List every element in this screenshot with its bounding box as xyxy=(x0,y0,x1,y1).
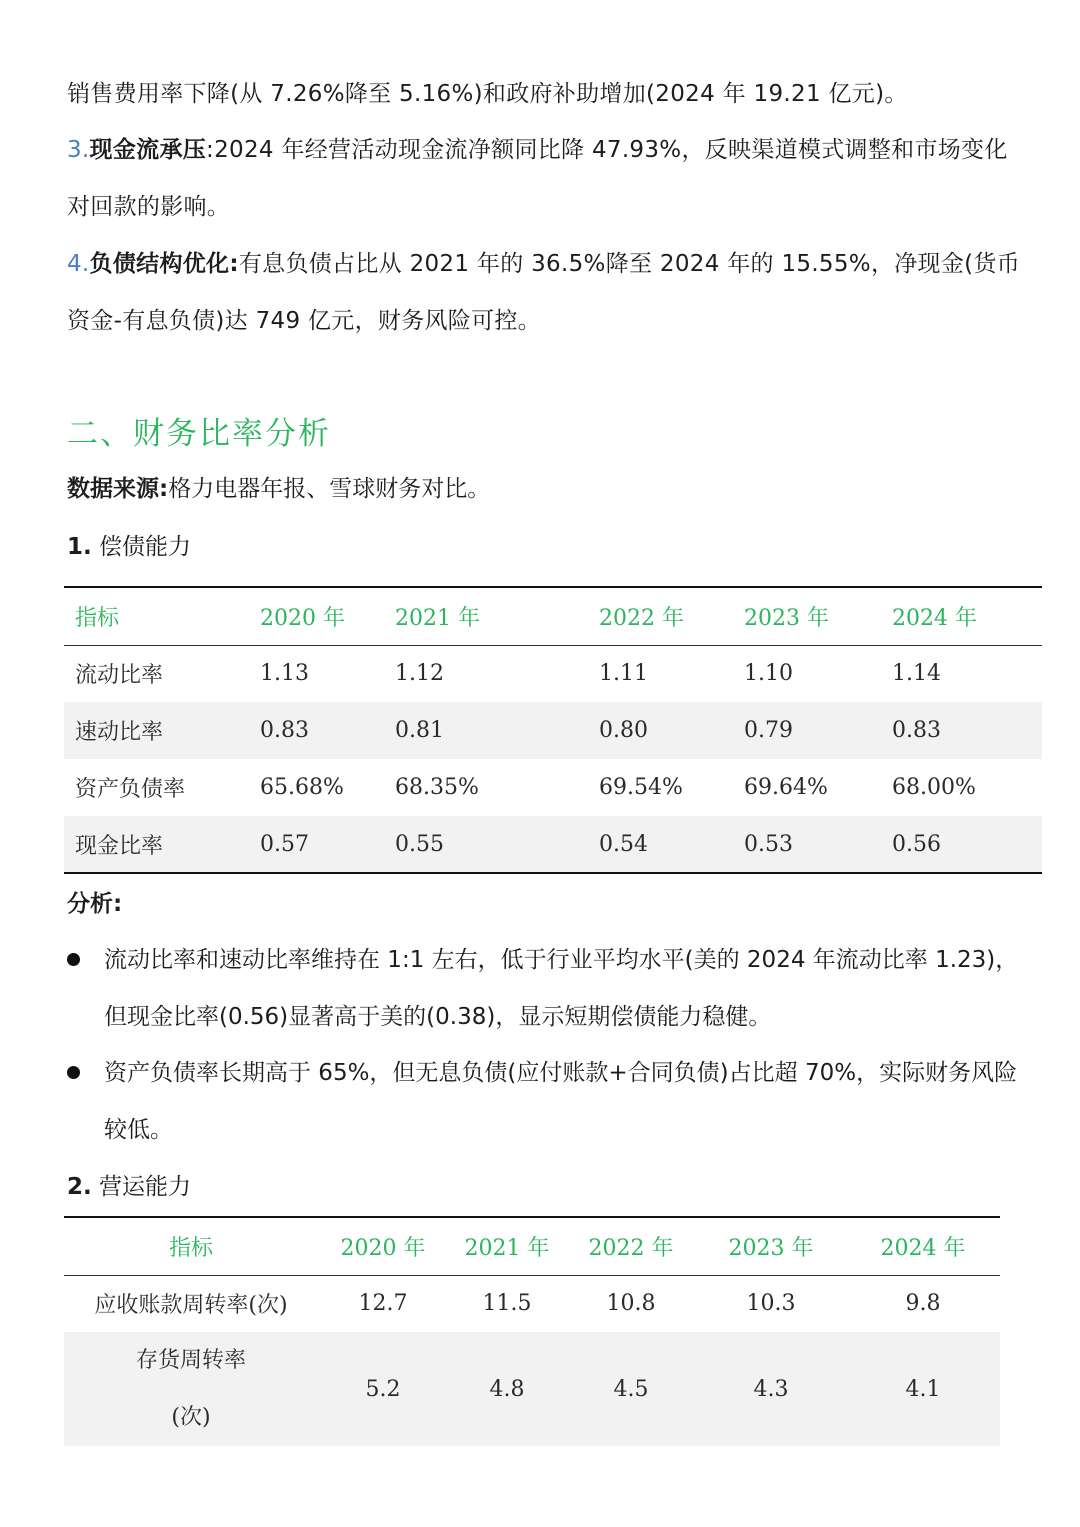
item-text: :2024 年经营活动现金流净额同比降 47.93%，反映渠道模式调整和市场变化对回款的影响。 xyxy=(67,137,1008,220)
table-row xyxy=(64,1332,1000,1446)
item-cash-flow xyxy=(67,122,1027,236)
table-cell: 1.14 xyxy=(892,661,941,687)
header-cell: 2022 年 xyxy=(599,605,684,631)
bullet-dot xyxy=(67,1066,80,1079)
solvency-table xyxy=(64,586,1042,874)
table-row xyxy=(64,816,1042,873)
table-cell: 11.5 xyxy=(482,1291,532,1317)
table-cell: 12.7 xyxy=(358,1291,408,1317)
table-cell: 1.13 xyxy=(260,661,309,687)
section-title: 二、财务比率分析 xyxy=(67,416,331,452)
table-cell: 0.56 xyxy=(892,831,941,857)
data-source-text: 格力电器年报、雪球财务对比。 xyxy=(168,476,491,502)
intro-line: 销售费用率下降(从 7.26%降至 5.16%)和政府补助增加(2024 年 19.21 亿元)。 xyxy=(67,81,908,107)
analysis-label-text: 分析: xyxy=(67,891,123,917)
analysis-label xyxy=(67,885,122,918)
operations-title-text: 营运能力 xyxy=(91,1174,192,1200)
table-header-row xyxy=(64,1217,1000,1275)
table-cell: 0.83 xyxy=(260,718,309,743)
header-cell: 指标 xyxy=(75,605,120,631)
operations-title-number: 2. xyxy=(67,1174,92,1200)
header-cell: 2021 年 xyxy=(464,1235,550,1261)
data-source-label: 数据来源: xyxy=(67,476,169,502)
item-title: 现金流承压 xyxy=(89,137,207,163)
row-label: 流动比率 xyxy=(75,663,164,689)
item-title: 负债结构优化: xyxy=(89,251,239,277)
table-cell: 0.57 xyxy=(260,831,309,857)
row-label: 应收账款周转率(次) xyxy=(94,1293,288,1319)
table-cell: 0.79 xyxy=(744,718,793,743)
table-cell: 0.55 xyxy=(395,831,444,857)
table-row xyxy=(64,645,1042,702)
row-label: 现金比率 xyxy=(75,833,164,859)
bullet-text: 资产负债率长期高于 65%，但无息负债(应付账款+合同负债)占比超 70%，实际财务风险较低。 xyxy=(104,1060,1018,1143)
table-cell: 0.81 xyxy=(395,718,444,743)
bullet-dot xyxy=(67,953,80,966)
solvency-title-text: 偿债能力 xyxy=(91,534,192,560)
analysis-bullet xyxy=(67,1045,1027,1159)
table-cell: 0.80 xyxy=(599,718,648,743)
header-cell: 2023 年 xyxy=(744,605,829,631)
table-cell: 10.8 xyxy=(606,1291,656,1317)
item-debt-structure xyxy=(67,236,1027,350)
table-cell: 10.3 xyxy=(746,1291,796,1317)
table-cell: 68.00% xyxy=(892,775,976,800)
header-cell: 2024 年 xyxy=(892,605,977,631)
table-cell: 68.35% xyxy=(395,775,479,800)
table-cell: 69.64% xyxy=(744,775,828,800)
table-cell: 1.11 xyxy=(599,661,648,687)
header-cell: 2024 年 xyxy=(880,1235,966,1261)
table-cell: 0.54 xyxy=(599,831,648,857)
table-cell: 9.8 xyxy=(905,1291,941,1317)
row-label-text: 存货周转率(次) xyxy=(135,1348,246,1430)
solvency-title-number: 1. xyxy=(67,534,92,560)
table-cell: 1.12 xyxy=(395,661,444,687)
header-cell: 2020 年 xyxy=(260,605,345,631)
table-cell: 1.10 xyxy=(744,661,793,687)
bullet-text: 流动比率和速动比率维持在 1:1 左右，低于行业平均水平(美的 2024 年流动比率 1.23)，但现金比率(0.56)显著高于美的(0.38)，显示短期偿债能力稳健。 xyxy=(104,947,1019,1030)
table-cell: 5.2 xyxy=(365,1376,401,1402)
header-cell: 2022 年 xyxy=(588,1235,674,1261)
header-cell: 2021 年 xyxy=(395,605,480,631)
header-cell: 指标 xyxy=(168,1235,213,1261)
table-row xyxy=(64,702,1042,759)
row-label: 速动比率 xyxy=(75,720,164,745)
operations-table xyxy=(64,1216,1000,1446)
operations-title xyxy=(67,1168,191,1201)
table-cell: 4.5 xyxy=(613,1376,649,1402)
table-cell: 0.83 xyxy=(892,718,941,743)
table-header-row xyxy=(64,587,1042,645)
table-cell: 69.54% xyxy=(599,775,683,800)
data-source xyxy=(67,470,490,503)
item-text: 有息负债占比从 2021 年的 36.5%降至 2024 年的 15.55%，净现金(货币资金-有息负债)达 749 亿元，财务风险可控。 xyxy=(67,251,1021,334)
table-cell: 4.1 xyxy=(905,1376,941,1402)
item-number: 3. xyxy=(67,137,90,163)
analysis-bullet xyxy=(67,932,1027,1046)
table-row xyxy=(64,1275,1000,1332)
table-cell: 4.8 xyxy=(489,1376,525,1402)
solvency-title xyxy=(67,528,191,561)
item-number: 4. xyxy=(67,251,90,277)
table-cell: 65.68% xyxy=(260,775,344,800)
row-label xyxy=(64,1332,318,1446)
header-cell: 2023 年 xyxy=(728,1235,814,1261)
table-cell: 4.3 xyxy=(753,1376,789,1402)
table-cell: 0.53 xyxy=(744,831,793,857)
row-label: 资产负债率 xyxy=(75,777,186,802)
header-cell: 2020 年 xyxy=(340,1235,426,1261)
table-row xyxy=(64,759,1042,816)
